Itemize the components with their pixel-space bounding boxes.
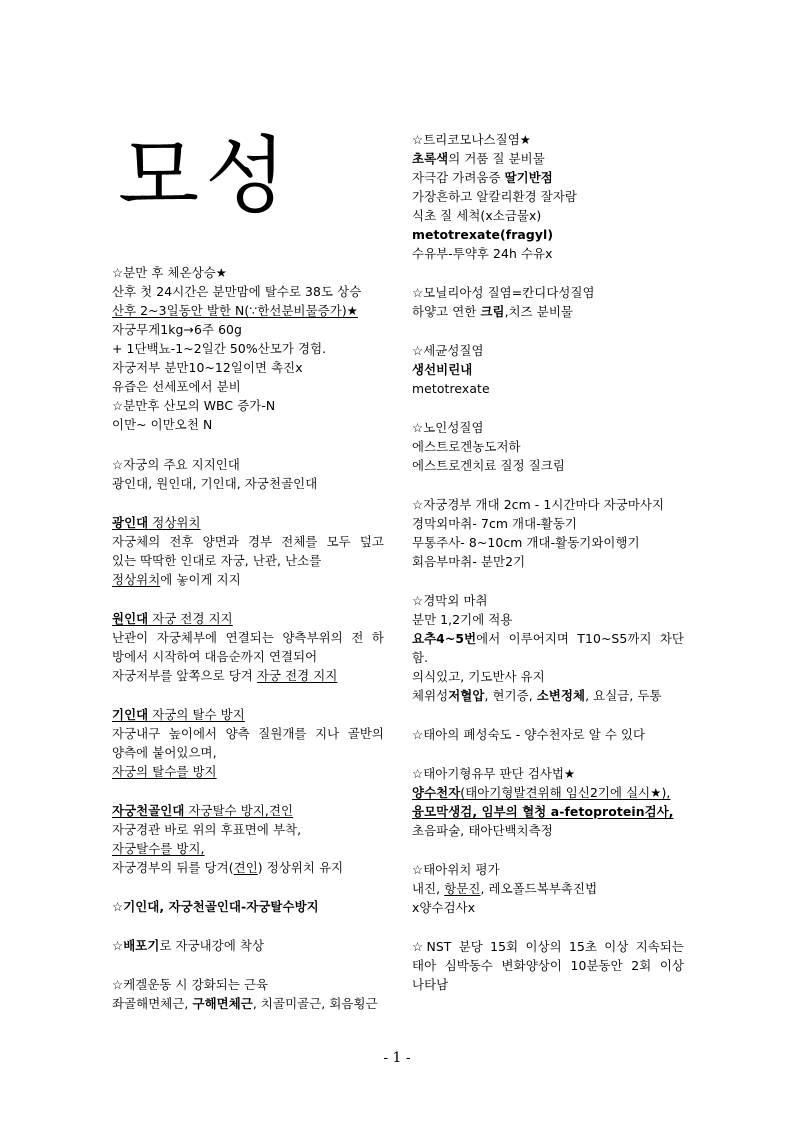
text-segment: ,치즈 분비물 <box>504 304 574 319</box>
text-segment: 에서 이루어지며 T10~S5까지 차단 <box>476 631 684 646</box>
left-text-line <box>112 415 384 434</box>
text-segment: 자궁의 탈수 방지 <box>148 707 245 722</box>
text-segment: 식초 질 세척(x소금물x) <box>412 208 542 223</box>
text-segment: , 레오폴드복부촉진법 <box>480 881 598 896</box>
text-segment: 이만~ 이만오천 N <box>112 417 213 432</box>
left-text-line <box>112 975 384 994</box>
text-segment: 광인대 <box>112 515 149 530</box>
left-text-line <box>112 474 384 493</box>
text-segment: 자궁경부의 뒤를 당겨( <box>112 860 234 875</box>
text-segment: ☆자궁경부 개대 2cm - 1시간마다 자궁마사지 <box>412 497 665 512</box>
text-segment: ☆태아기형유무 판단 검사법★ <box>412 766 576 781</box>
left-text-line <box>112 762 384 781</box>
right-text-line <box>412 667 684 686</box>
text-segment: 자극감 가려움증 <box>412 170 505 185</box>
text-segment: 저혈압 <box>448 688 485 703</box>
left-text-line <box>112 339 384 358</box>
text-segment: ☆경막외 마취 <box>412 593 488 608</box>
right-text-line <box>412 149 684 168</box>
right-text-line <box>412 860 684 879</box>
text-segment: ☆기인대, 자궁천골인대-자궁탈수방지 <box>112 899 319 914</box>
left-text-line <box>112 743 384 762</box>
text-segment: 방에서 시작하여 대음순까지 연결되어 <box>112 649 318 664</box>
text-segment: ☆분만 후 체온상승★ <box>112 265 227 280</box>
right-text-line <box>412 244 684 263</box>
left-text-line <box>112 609 384 628</box>
text-segment: ☆분만후 산모의 WBC 증가-N <box>112 398 276 413</box>
left-text-line <box>112 377 384 396</box>
text-segment: 무통주사- 8~10cm 개대-활동기와이행기 <box>412 535 640 550</box>
text-segment: 에 놓이게 지지 <box>160 572 241 587</box>
text-segment: 소변정체 <box>536 688 586 703</box>
text-segment: 수유부-투약후 24h 수유x <box>412 246 553 261</box>
text-segment: 의 거품 질 분비물 <box>448 151 545 166</box>
right-text-line <box>412 879 684 898</box>
page-number: - 1 - <box>383 1050 411 1066</box>
text-segment: metotrexate(fragyl) <box>412 227 554 242</box>
right-text-line <box>412 956 684 975</box>
text-segment: 생선비린내 <box>412 362 473 377</box>
right-text-line <box>412 686 684 705</box>
text-segment: 정상위치 <box>148 515 201 530</box>
text-segment: 요추4~5번 <box>412 631 477 646</box>
text-segment: 나타남 <box>412 977 449 992</box>
text-segment: ) 정상위치 유지 <box>257 860 344 875</box>
text-segment: 의식있고, 기도반사 유지 <box>412 669 545 684</box>
text-segment: , 치골미골근, 회음횡근 <box>252 996 378 1011</box>
left-text-line <box>112 551 384 570</box>
left-text-line <box>112 820 384 839</box>
right-text-line <box>412 206 684 225</box>
left-text-line <box>112 628 384 647</box>
right-text-line <box>412 360 684 379</box>
text-segment: 양측에 붙어있으며, <box>112 745 217 760</box>
text-segment: ☆노인성질염 <box>412 420 484 435</box>
left-text-line <box>112 647 384 666</box>
text-segment: , 요실금, 두통 <box>585 688 662 703</box>
text-segment: 내진, <box>412 881 445 896</box>
left-text-line <box>112 301 384 320</box>
left-text-line <box>112 570 384 589</box>
right-text-line <box>412 341 684 360</box>
left-text-line <box>112 705 384 724</box>
text-segment: 산후 첫 24시간은 분만맘에 탈수로 38도 상승 <box>112 284 362 299</box>
left-text-line <box>112 801 384 820</box>
text-segment: 딸기반점 <box>504 170 553 185</box>
text-segment: 산후 2~3일동안 발한 N(∵한선분비물증가)★ <box>112 303 358 318</box>
right-text-line <box>412 802 684 821</box>
text-segment: 자궁 전경 지지 <box>148 611 233 626</box>
left-text-line <box>112 358 384 377</box>
text-segment: 구해면체근 <box>192 996 253 1011</box>
text-segment: 크림 <box>480 304 505 319</box>
text-segment: 자궁체의 전후 양면과 경부 전체를 모두 덮고 <box>112 534 384 549</box>
right-text-line <box>412 648 684 667</box>
right-text-line <box>412 225 684 244</box>
right-text-line <box>412 130 684 149</box>
text-segment: 자궁저부 분만10~12일이면 촉진x <box>112 360 303 375</box>
right-text-line <box>412 418 684 437</box>
left-text-line <box>112 666 384 685</box>
text-segment: 체위성 <box>412 688 449 703</box>
text-segment: 함. <box>412 650 429 665</box>
text-segment: 태아 심박동수 변화양상이 10분동안 2회 이상 <box>412 958 684 973</box>
right-text-line <box>412 975 684 994</box>
text-segment: 하얗고 연한 <box>412 304 481 319</box>
right-text-line <box>412 783 684 802</box>
text-segment: 자궁탈수 방지,견인 <box>184 803 294 818</box>
right-text-line <box>412 187 684 206</box>
text-segment: + 1단백뇨-1~2일간 50%산모가 경험. <box>112 341 327 356</box>
text-segment: ☆태아의 폐성숙도 - 양수천자로 알 수 있다 <box>412 727 646 742</box>
left-text-line <box>112 839 384 858</box>
text-segment: 자궁무게1kg→6주 60g <box>112 322 243 337</box>
text-segment: ☆트리코모나스질염★ <box>412 132 531 147</box>
text-segment: 원인대 <box>112 611 149 626</box>
text-segment: 분만 1,2기에 적용 <box>412 612 513 627</box>
text-segment: 자궁천골인대 <box>112 803 185 818</box>
left-text-line <box>112 724 384 743</box>
right-text-line <box>412 168 684 187</box>
right-text-line <box>412 629 684 648</box>
right-text-line <box>412 533 684 552</box>
text-segment: 있는 딱딱한 인대로 자궁, 난관, 난소를 <box>112 553 322 568</box>
text-segment: 광인대, 원인대, 기인대, 자궁천골인대 <box>112 476 318 491</box>
right-text-line <box>412 552 684 571</box>
text-segment: 로 자궁내강에 착상 <box>159 938 265 953</box>
text-segment: ☆태아위치 평가 <box>412 862 500 877</box>
text-segment: ☆세균성질염 <box>412 343 484 358</box>
text-segment: 경막외마취- 7cm 개대-활동기 <box>412 516 577 531</box>
text-segment: (태아기형발견위해 임신2기에 실시★), <box>460 785 671 800</box>
text-segment: 견인 <box>233 860 258 875</box>
text-segment: 유즙은 선세포에서 분비 <box>112 379 241 394</box>
right-text-line <box>412 591 684 610</box>
left-text-line <box>112 897 384 916</box>
text-segment: , 현기증, <box>484 688 537 703</box>
left-text-line <box>112 513 384 532</box>
left-text-line <box>112 282 384 301</box>
right-text-line <box>412 898 684 917</box>
right-text-line <box>412 610 684 629</box>
left-text-line <box>112 396 384 415</box>
text-segment: 자궁 전경 지지 <box>256 668 338 683</box>
text-segment: 정상위치 <box>112 572 161 587</box>
text-segment: ☆ <box>112 938 124 953</box>
text-segment: x양수검사x <box>412 900 476 915</box>
left-text-line <box>112 994 384 1013</box>
right-text-line <box>412 283 684 302</box>
text-segment: 에스트로겐농도저하 <box>412 439 521 454</box>
right-text-line <box>412 821 684 840</box>
left-text-line <box>112 320 384 339</box>
text-segment: ☆모닐리아성 질염=칸디다성질염 <box>412 285 595 300</box>
text-segment: 배포기 <box>123 938 160 953</box>
text-segment: 양수천자 <box>412 785 461 800</box>
text-segment: 좌골해면체근, <box>112 996 193 1011</box>
right-text-line <box>412 437 684 456</box>
text-segment: 자궁의 탈수를 방지 <box>112 764 217 779</box>
text-segment: 항문진 <box>444 881 481 896</box>
left-text-line <box>112 936 384 955</box>
left-text-line <box>112 455 384 474</box>
text-segment: 자궁내구 높이에서 양측 질원개를 지나 골반의 <box>112 726 384 741</box>
text-segment: 난관이 자궁체부에 연결되는 양측부위의 전 하 <box>112 630 384 645</box>
text-segment: ☆NST 분당 15회 이상의 15초 이상 지속되는 <box>412 939 684 954</box>
text-segment: 초록색 <box>412 151 449 166</box>
page-title: 모성 <box>118 127 293 225</box>
text-segment: 자궁탈수를 방지, <box>112 841 205 856</box>
text-segment: 기인대 <box>112 707 149 722</box>
right-text-line <box>412 937 684 956</box>
text-segment: ☆케겔운동 시 강화되는 근육 <box>112 977 269 992</box>
text-segment: 가장흔하고 알칼리환경 잘자람 <box>412 189 577 204</box>
text-segment: 초음파술, 태아단백치측정 <box>412 823 553 838</box>
text-segment: 융모막생검, 임부의 혈청 a-fetoprotein검사, <box>412 804 674 819</box>
right-text-line <box>412 302 684 321</box>
text-segment: 에스트로겐치료 질정 질크림 <box>412 458 565 473</box>
left-text-line <box>112 858 384 877</box>
right-text-line <box>412 514 684 533</box>
right-text-line <box>412 725 684 744</box>
text-segment: metotrexate <box>412 381 490 396</box>
left-text-line <box>112 532 384 551</box>
left-text-line <box>112 263 384 282</box>
right-text-line <box>412 495 684 514</box>
text-segment: 자궁저부를 앞쪽으로 당겨 <box>112 668 257 683</box>
right-text-line <box>412 764 684 783</box>
right-text-line <box>412 456 684 475</box>
text-segment: 자궁경관 바로 위의 후표면에 부착, <box>112 822 302 837</box>
text-segment: 회음부마취- 분만2기 <box>412 554 526 569</box>
text-segment: ☆자궁의 주요 지지인대 <box>112 457 240 472</box>
right-text-line <box>412 379 684 398</box>
